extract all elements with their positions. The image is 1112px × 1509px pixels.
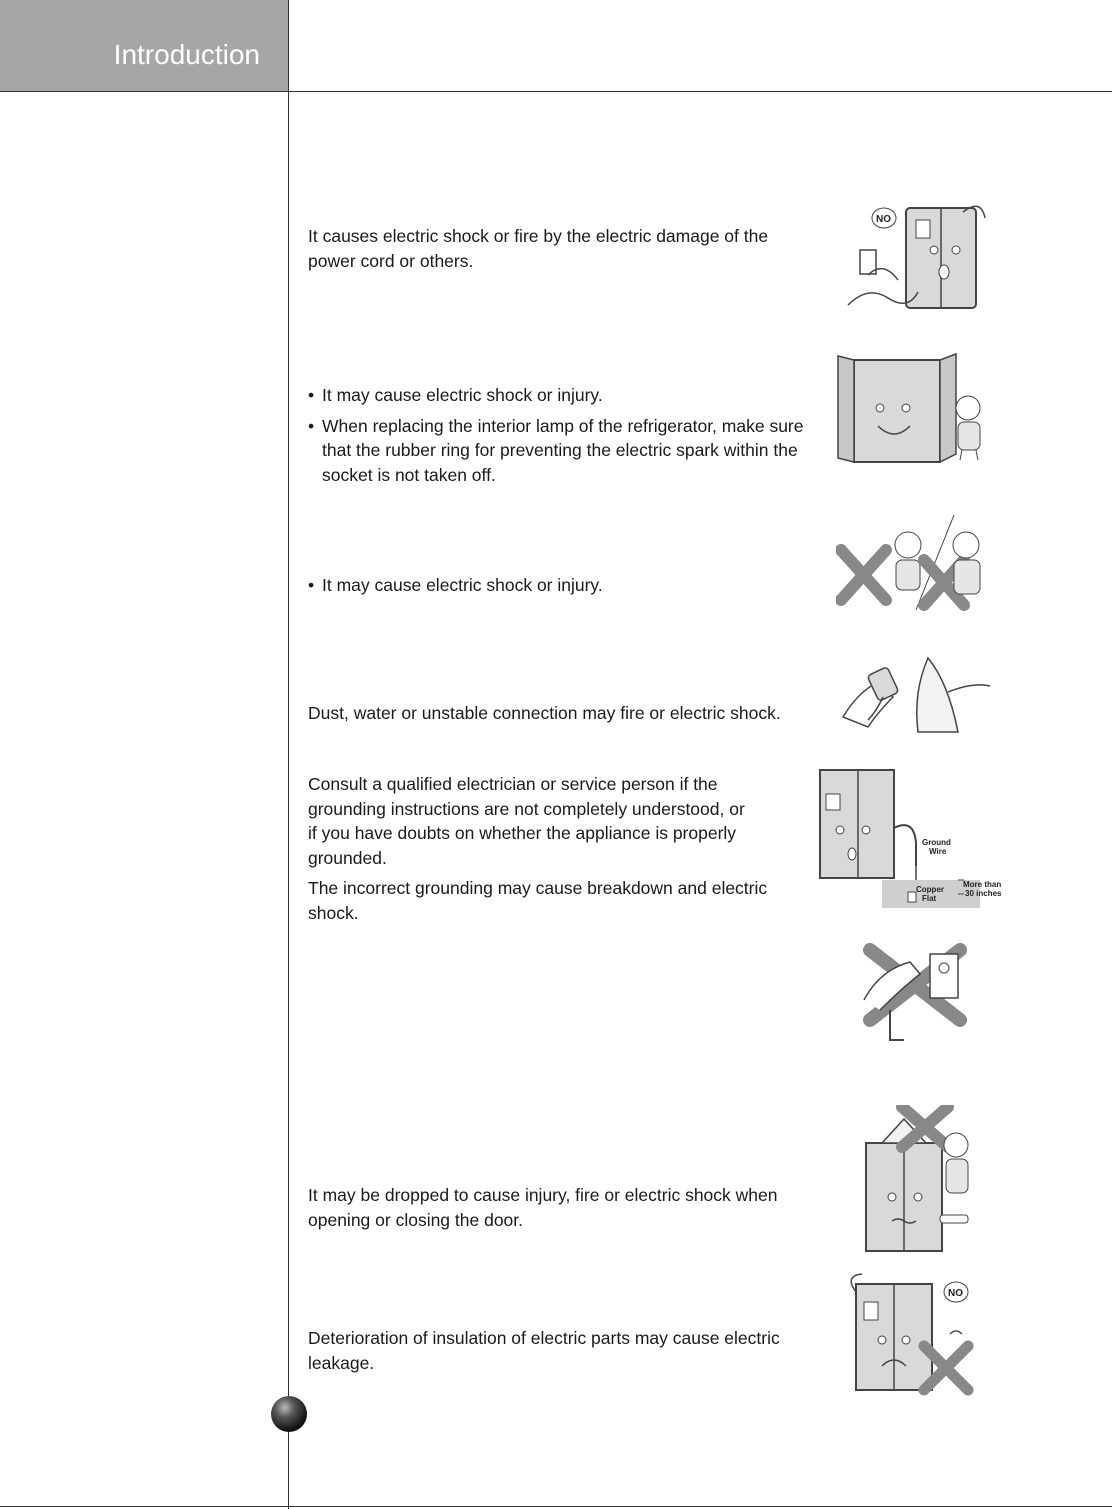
bullet-item: • It may cause electric shock or injury. bbox=[308, 573, 814, 598]
depth-label: 30 inches bbox=[965, 889, 1002, 898]
refrigerator-lamp-illustration bbox=[834, 350, 994, 465]
warning-text: It may be dropped to cause injury, fire or electric shock when opening or closing the door. bbox=[308, 1185, 778, 1230]
section-tab bbox=[0, 0, 288, 91]
no-label: NO bbox=[876, 214, 891, 225]
warning-text: Consult a qualified electrician or service person if the grounding instructions are not completely understood, or if you have doubts on whether the appliance is properly grounded. bbox=[308, 774, 745, 868]
header-rule bbox=[0, 91, 1112, 92]
copper-flat-label: Flat bbox=[922, 894, 937, 903]
warning-block-objects-on-top bbox=[308, 1183, 814, 1232]
warning-text: Dust, water or unstable connection may fire or electric shock. bbox=[308, 703, 781, 723]
warning-text: It causes electric shock or fire by the electric damage of the power cord or others. bbox=[308, 226, 769, 271]
refrigerator-no-cord-illustration bbox=[838, 180, 998, 315]
wet-hands-plug-illustration bbox=[836, 515, 994, 615]
footer-rule bbox=[0, 1506, 1112, 1507]
page-marker-icon bbox=[271, 1396, 307, 1432]
warning-text: The incorrect grounding may cause breakdown and electric shock. bbox=[308, 878, 768, 923]
warning-block-lamp bbox=[308, 383, 814, 493]
warning-block-dust bbox=[308, 701, 818, 726]
bullet-item: • It may cause electric shock or injury. bbox=[308, 383, 814, 408]
ground-wire-label: Wire bbox=[929, 847, 947, 856]
vertical-divider bbox=[288, 0, 289, 1509]
no-label: NO bbox=[948, 1288, 963, 1299]
warning-block-wet-hands bbox=[308, 573, 814, 604]
unplug-by-cord-illustration bbox=[860, 940, 970, 1045]
ground-wire-label: Ground bbox=[922, 838, 951, 847]
copper-flat-label: Copper bbox=[916, 885, 944, 894]
grounding-diagram-illustration bbox=[818, 768, 1004, 913]
warning-block-water bbox=[308, 1326, 814, 1375]
depth-label: More than bbox=[963, 880, 1002, 889]
no-water-spray-illustration bbox=[846, 1272, 986, 1396]
no-objects-on-refrigerator-illustration bbox=[852, 1105, 976, 1255]
warning-block-power-cord bbox=[308, 224, 814, 273]
bullet-item: • When replacing the interior lamp of the refrigerator, make sure that the rubber ring for preventing the electric spark within the socket is not taken off. bbox=[308, 414, 814, 488]
warning-block-grounding bbox=[308, 772, 814, 925]
section-tab-title: Introduction bbox=[113, 39, 260, 70]
clean-plug-illustration bbox=[838, 652, 993, 737]
warning-text: Deterioration of insulation of electric parts may cause electric leakage. bbox=[308, 1328, 780, 1373]
